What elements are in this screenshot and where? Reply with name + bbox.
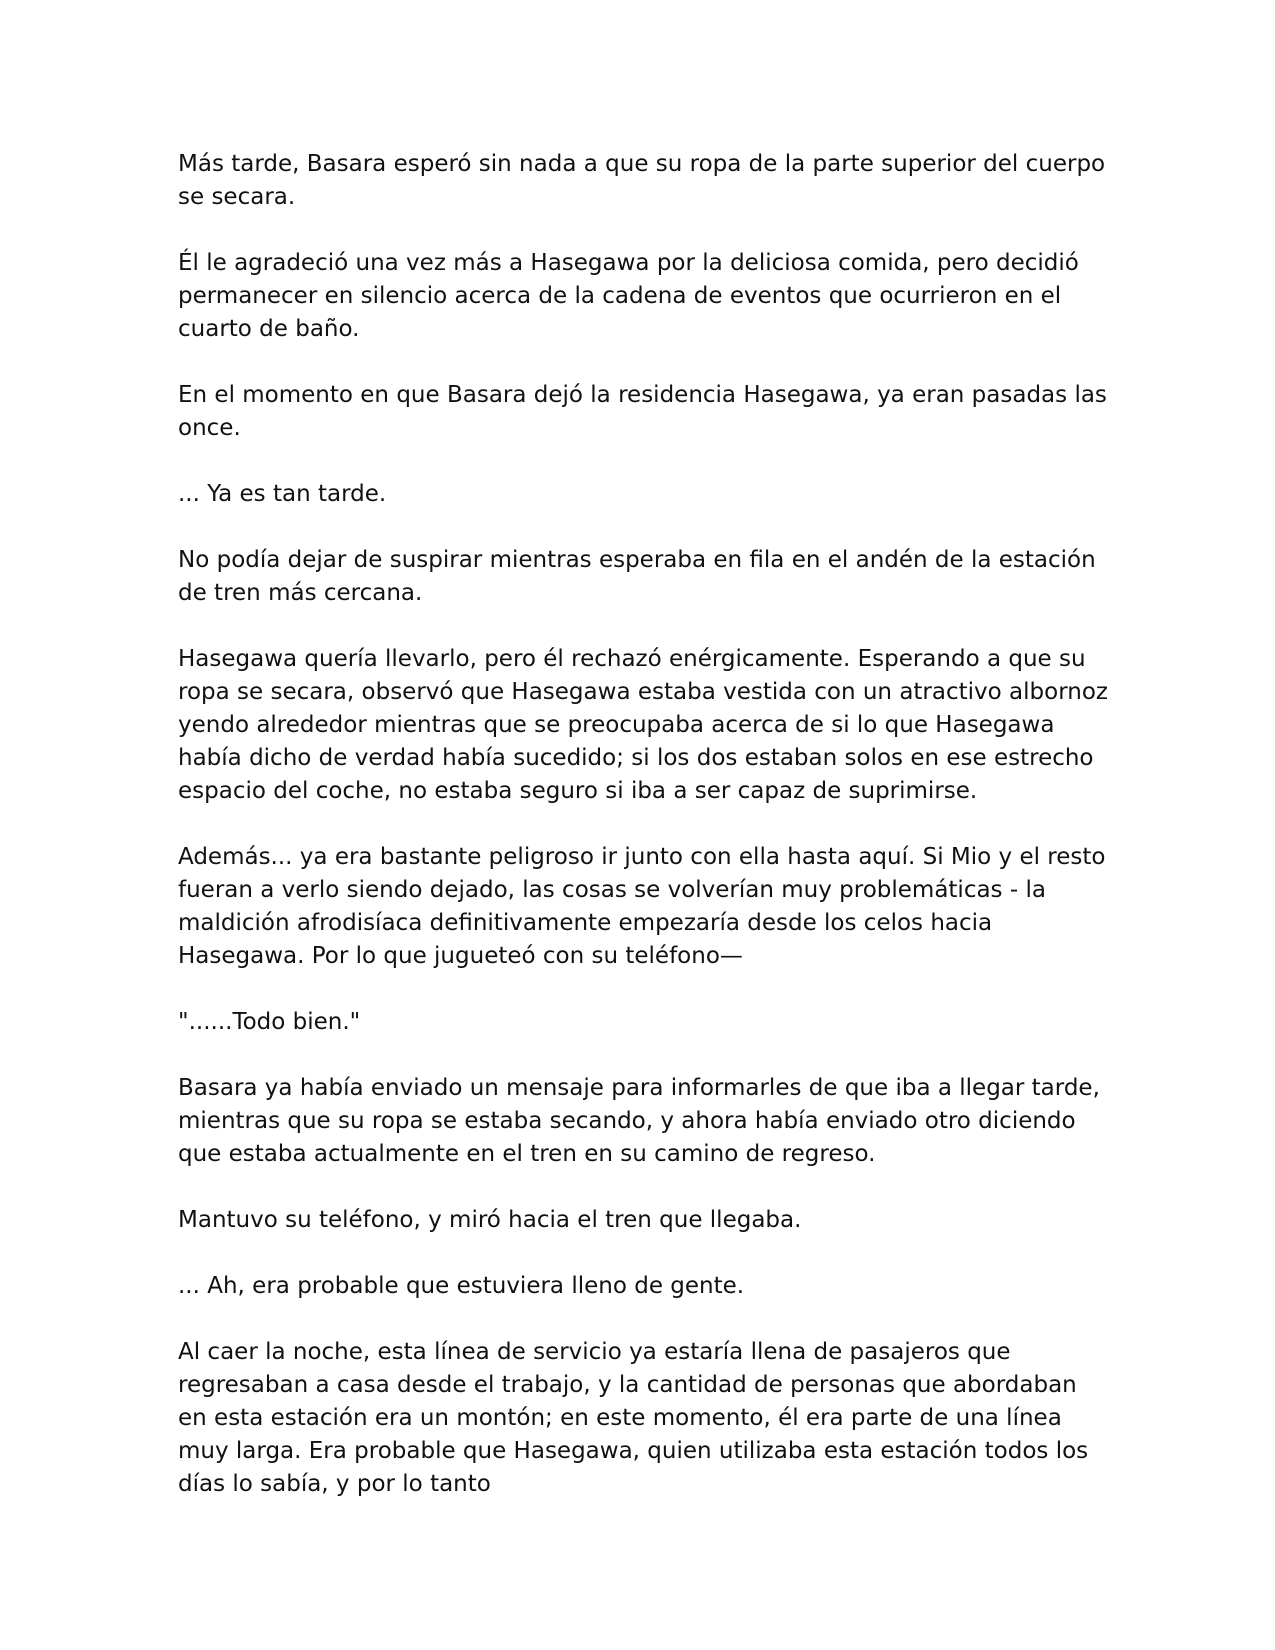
paragraph-4: ... Ya es tan tarde. (178, 481, 387, 507)
paragraph-5: No podía dejar de suspirar mientras esperaba en fila en el andén de la estación de tren más cercana. (178, 547, 1096, 606)
paragraph-1: Más tarde, Basara esperó sin nada a que su ropa de la parte superior del cuerpo se secara. (178, 151, 1106, 210)
paragraph-2: Él le agradeció una vez más a Hasegawa por la deliciosa comida, pero decidió permanecer en silencio acerca de la cadena de eventos que ocurrieron en el cuarto de baño. (178, 250, 1079, 342)
paragraph-8: "......Todo bien." (178, 1009, 361, 1035)
document-body (178, 148, 1108, 1534)
paragraph-10: Mantuvo su teléfono, y miró hacia el tren que llegaba. (178, 1207, 802, 1233)
paragraph-9: Basara ya había enviado un mensaje para informarles de que iba a llegar tarde, mientras que su ropa se estaba secando, y ahora había enviado otro diciendo que estaba actualmente en el tren en su camino de regreso. (178, 1075, 1100, 1167)
paragraph-7: Además... ya era bastante peligroso ir junto con ella hasta aquí. Si Mio y el resto fueran a verlo siendo dejado, las cosas se volverían muy problemáticas - la maldición afrodisíaca definitivamente empezaría desde los celos hacia Hasegawa. Por lo que jugueteó con su teléfono— (178, 844, 1106, 969)
paragraph-6: Hasegawa quería llevarlo, pero él rechazó enérgicamente. Esperando a que su ropa se secara, observó que Hasegawa estaba vestida con un atractivo albornoz yendo alrededor mientras que se preocupaba acerca de si lo que Hasegawa había dicho de verdad había sucedido; si los dos estaban solos en ese estrecho espacio del coche, no estaba seguro si iba a ser capaz de suprimirse. (178, 646, 1108, 804)
paragraph-3: En el momento en que Basara dejó la residencia Hasegawa, ya eran pasadas las once. (178, 382, 1107, 441)
paragraph-11: ... Ah, era probable que estuviera lleno de gente. (178, 1273, 745, 1299)
paragraph-12: Al caer la noche, esta línea de servicio ya estaría llena de pasajeros que regresaban a casa desde el trabajo, y la cantidad de personas que abordaban en esta estación era un montón; en este momento, él era parte de una línea muy larga. Era probable que Hasegawa, quien utilizaba esta estación todos los días lo sabía, y por lo tanto (178, 1339, 1089, 1497)
